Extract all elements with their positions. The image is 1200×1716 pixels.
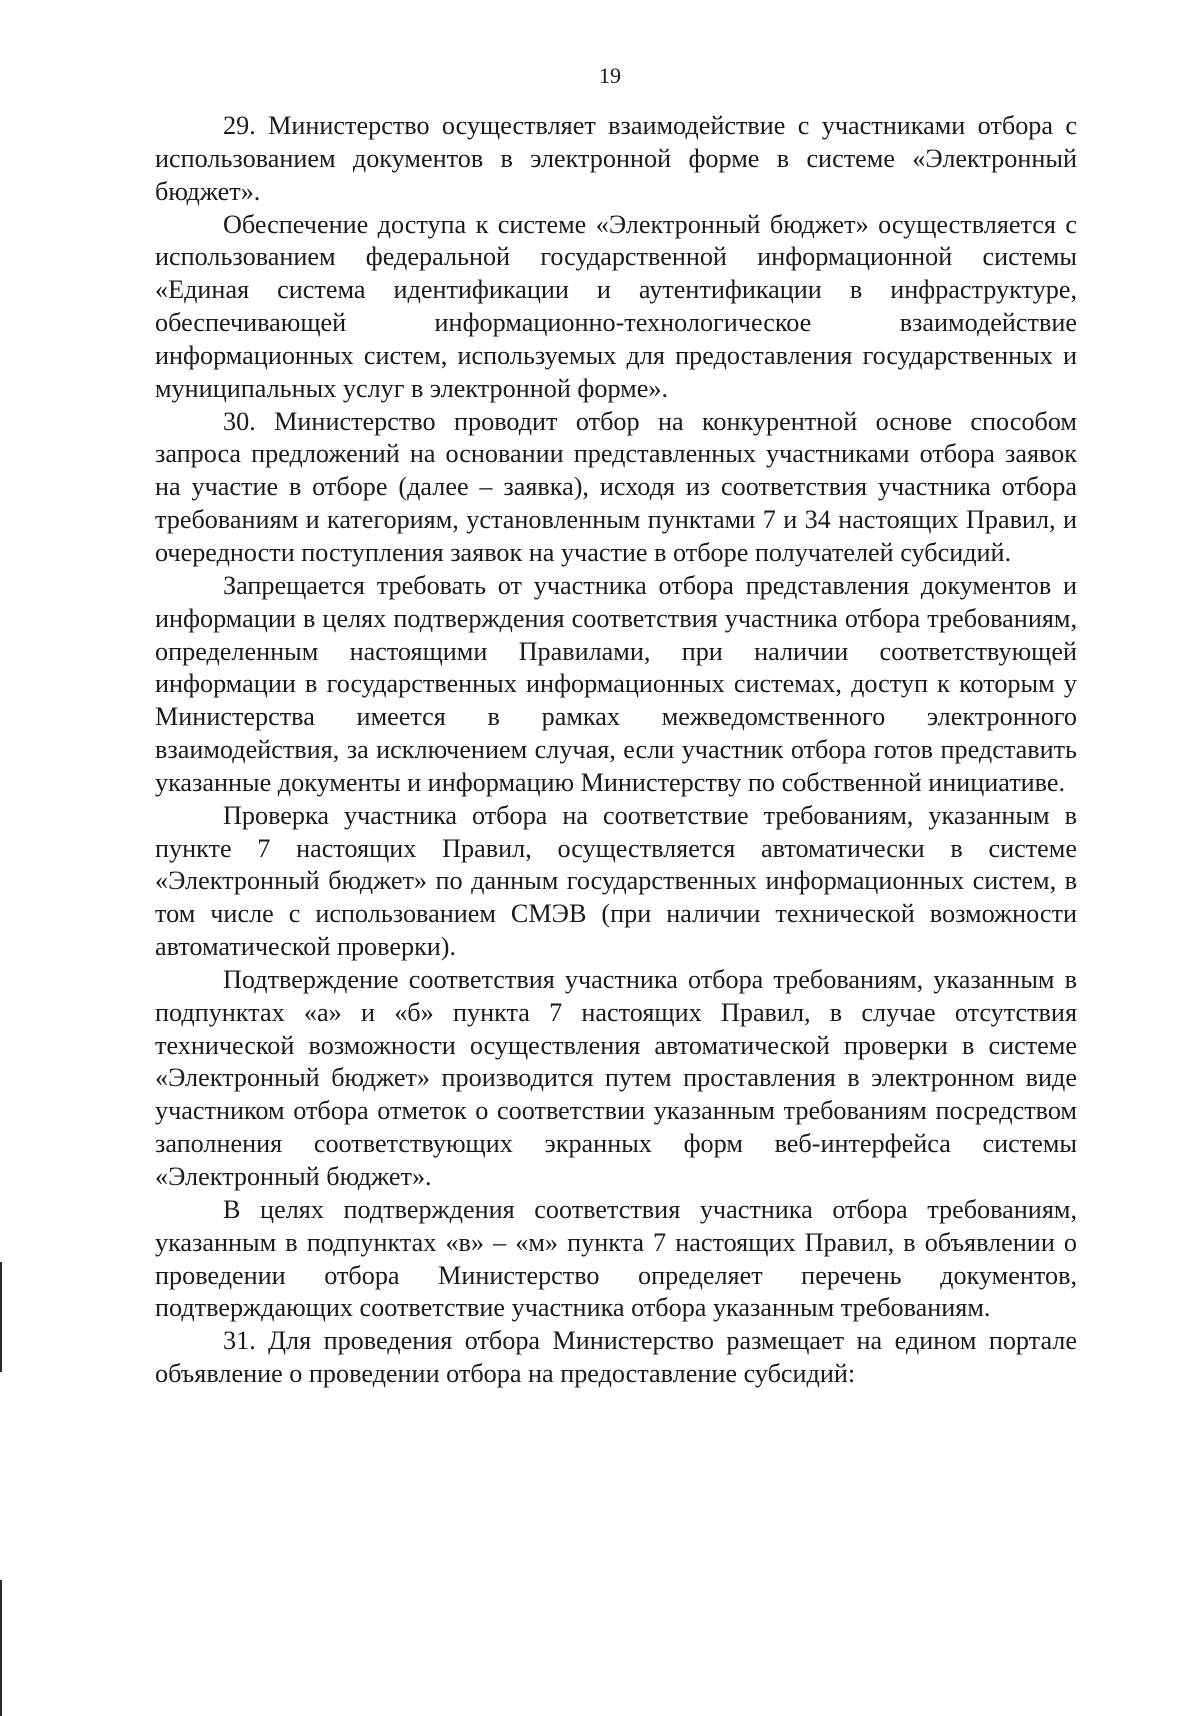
document-body (155, 110, 1077, 1391)
paragraph-29: 29. Министерство осуществляет взаимодействие с участниками отбора с использованием документов в электронной форме в системе «Электронный бюджет». (155, 111, 1077, 206)
paragraph-31: 31. Для проведения отбора Министерство размещает на едином портале объявление о проведении отбора на предоставление субсидий: (155, 1326, 1077, 1389)
paragraph-access: Обеспечение доступа к системе «Электронный бюджет» осуществляется с использованием федеральной государственной информационной системы «Единая система идентификации и аутентификации в инфраструктуре, обеспечивающей информационно-технологическое взаимодействие информационных систем, используемых для предоставления государственных и муниципальных услуг в электронной форме». (155, 209, 1077, 403)
paragraph-documents-list: В целях подтверждения соответствия участника отбора требованиям, указанным в подпунктах «в» – «м» пункта 7 настоящих Правил, в объявлении о проведении отбора Министерство определяет перечень документов, подтверждающих соответствие участника отбора указанным требованиям. (155, 1194, 1077, 1323)
paragraph-30: 30. Министерство проводит отбор на конкурентной основе способом запроса предложений на основании представленных участниками отбора заявок на участие в отборе (далее – заявка), исходя из соответствия участника отбора требованиям и категориям, установленным пунктами 7 и 34 настоящих Правил, и очередности поступления заявок на участие в отборе получателей субсидий. (155, 406, 1077, 567)
paragraph-automatic-check: Проверка участника отбора на соответствие требованиям, указанным в пункте 7 настоящих Правил, осуществляется автоматически в системе «Электронный бюджет» по данным государственных информационных систем, в том числе с использованием СМЭВ (при наличии технической возможности автоматической проверки). (155, 800, 1077, 962)
scan-edge-mark (0, 1580, 2, 1716)
paragraph-confirmation: Подтверждение соответствия участника отбора требованиям, указанным в подпунктах «а» и «б» пункта 7 настоящих Правил, в случае отсутствия технической возможности осуществления автоматической проверки в системе «Электронный бюджет» производится путем проставления в электронном виде участником отбора отметок о соответствии указанным требованиям посредством заполнения соответствующих экранных форм веб-интерфейса системы «Электронный бюджет». (155, 964, 1077, 1191)
paragraph-prohibition: Запрещается требовать от участника отбора представления документов и информации в целях подтверждения соответствия участника отбора требованиям, определенным настоящими Правилами, при наличии соответствующей информации в государственных информационных системах, доступ к которым у Министерства имеется в рамках межведомственного электронного взаимодействия, за исключением случая, если участник отбора готов представить указанные документы и информацию Министерству по собственной инициативе. (155, 570, 1077, 797)
page-number: 19 (599, 63, 621, 88)
scan-edge-mark (0, 1262, 2, 1372)
